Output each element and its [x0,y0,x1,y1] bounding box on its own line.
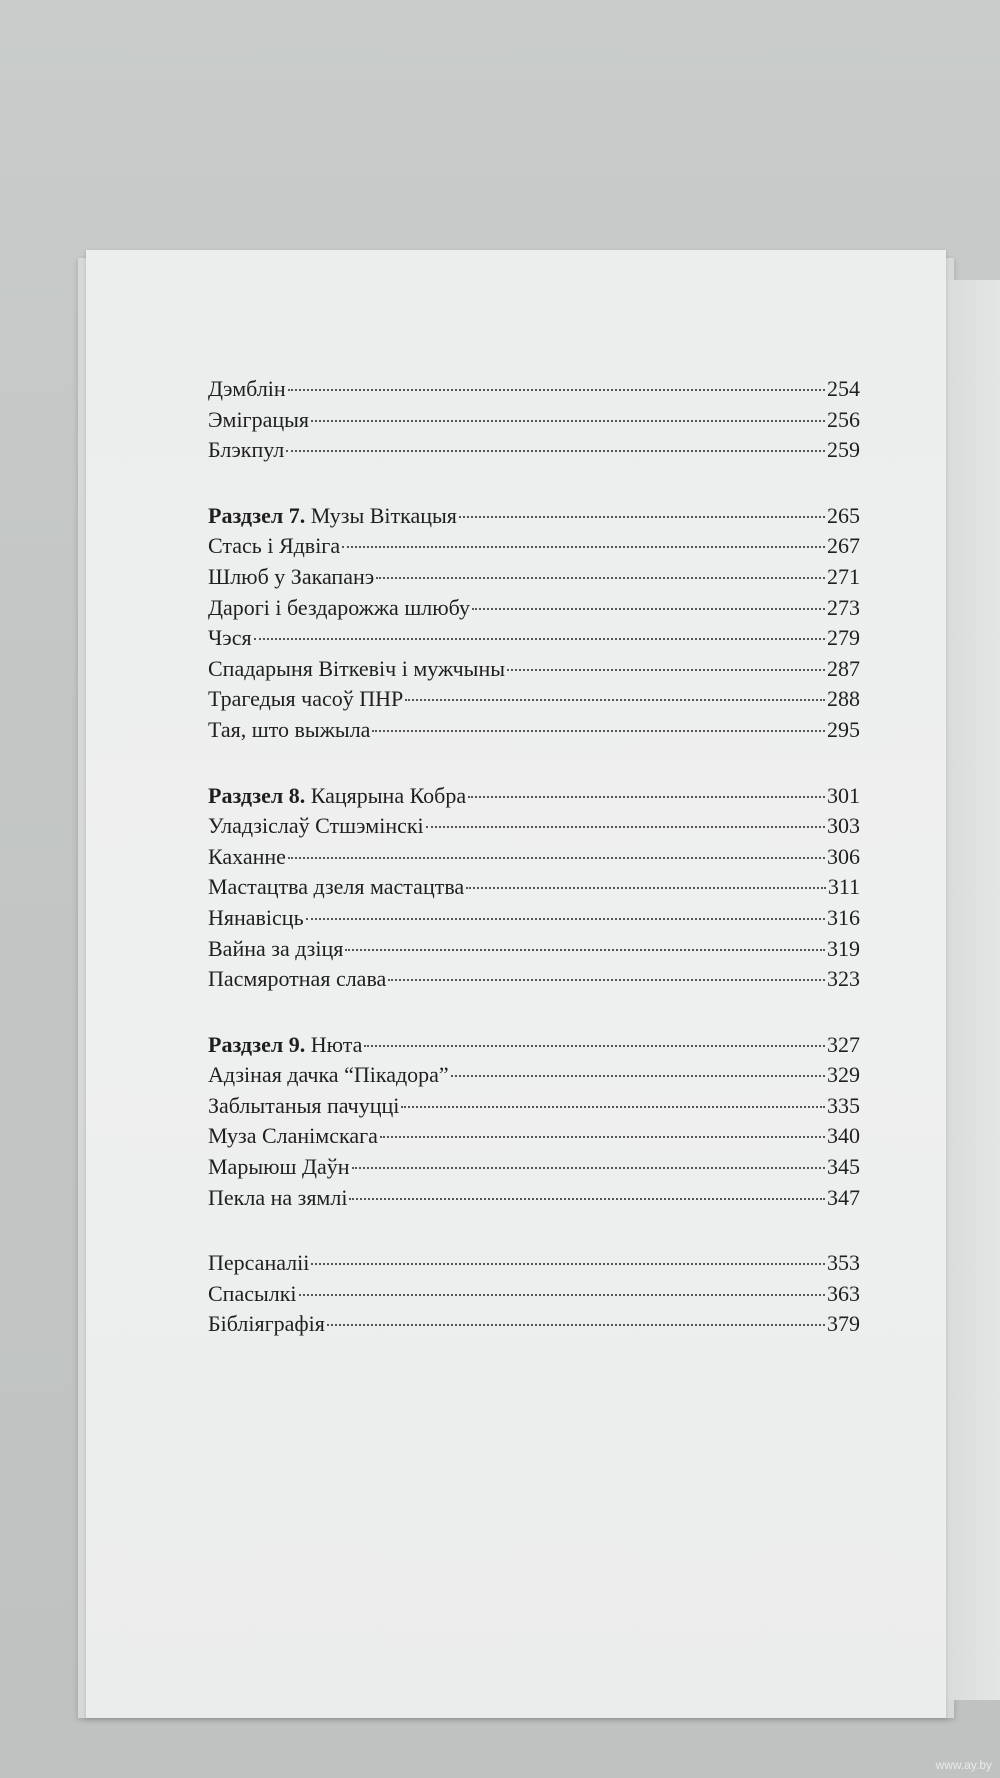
toc-entry [208,1248,860,1279]
toc-group [208,501,860,746]
toc-entry-title [208,501,457,532]
toc-page-number: 345 [827,1154,860,1180]
dot-leader [472,608,825,610]
toc-entry-text: Заблытаныя пачуцці [208,1092,400,1118]
watermark: www.ay.by [935,1758,992,1772]
toc-entry-title [208,1152,350,1183]
toc-entry [208,623,860,654]
toc-page-number: 353 [827,1250,860,1276]
toc-entry [208,934,860,965]
dot-leader [388,979,825,981]
toc-entry-text: Трагедыя часоў ПНР [208,686,404,712]
toc-page-number: 303 [827,813,860,839]
toc-entry-title [208,715,370,746]
toc-entry-text: Спасылкі [208,1280,297,1306]
toc-entry-title [208,842,286,873]
dot-leader [405,699,825,701]
toc-page-number: 288 [827,686,860,712]
toc-page-number: 323 [827,966,860,992]
toc-entry [208,1060,860,1091]
toc-entry-title [208,623,252,654]
toc-entry-text: Каханне [208,843,286,869]
toc-page-number: 327 [827,1031,860,1057]
toc-page-number: 254 [827,376,860,401]
dot-leader [342,546,825,548]
toc-entry-text: Блэкпул [208,437,285,463]
toc-entry-text: Персаналіі [208,1250,310,1276]
toc-page-number: 287 [827,655,860,681]
toc-entry-text: Муза Сланімскага [208,1123,378,1149]
toc-entry-title [208,593,470,624]
toc-page-number: 295 [827,716,860,742]
chapter-number: Раздзел 9. [208,1031,306,1057]
toc-entry [208,842,860,873]
dot-leader [311,420,825,422]
toc-entry-text: Чэся [208,625,252,651]
toc-page-number: 347 [827,1184,860,1210]
toc-entry-text: Нянавісць [208,904,304,930]
toc-entry [208,562,860,593]
toc-entry [208,684,860,715]
toc-entry-text: Стась і Ядвіга [208,533,341,559]
toc-entry-title [208,654,505,685]
toc-entry-text: Шлюб у Закапанэ [208,563,375,589]
toc-entry-text: Дэмблін [208,376,286,401]
toc-entry-text: Пасмяротная слава [208,966,387,992]
toc-entry [208,1279,860,1310]
toc-entry-title [208,1060,449,1091]
toc-entry [208,435,860,466]
dot-leader [376,577,825,579]
dot-leader [254,638,825,640]
toc-entry [208,781,860,812]
toc-entry-title [208,1248,309,1279]
toc-entry [208,1183,860,1214]
toc-page-number: 379 [827,1311,860,1337]
toc-entry [208,654,860,685]
toc-entry-text: Уладзіслаў Стшэмінскі [208,813,424,839]
toc-entry [208,593,860,624]
chapter-number: Раздзел 7. [208,502,306,528]
table-of-contents [208,374,860,1375]
toc-entry-title [208,562,374,593]
toc-group [208,1248,860,1340]
toc-entry-text: Марыюш Даўн [208,1154,350,1180]
toc-entry [208,811,860,842]
toc-entry [208,715,860,746]
dot-leader [507,669,825,671]
toc-entry [208,374,860,405]
toc-page-number: 273 [827,594,860,620]
dot-leader [306,918,825,920]
toc-entry-title [208,374,286,405]
toc-entry-title [208,1279,297,1310]
toc-page-number: 256 [827,406,860,432]
toc-entry-title [208,934,343,965]
toc-entry-text: Адзіная дачка “Пікадора” [208,1062,449,1088]
dot-leader [288,389,825,391]
dot-leader [352,1167,825,1169]
toc-entry-text: Бібліяграфія [208,1311,325,1337]
toc-entry-text: Мастацтва дзеля мастацтва [208,874,465,900]
toc-entry [208,1152,860,1183]
dot-leader [372,730,825,732]
toc-entry-text: Пекла на зямлі [208,1184,348,1210]
toc-entry [208,501,860,532]
toc-entry [208,964,860,995]
toc-entry-text: Кацярына Кобра [305,782,467,808]
toc-entry-title [208,405,309,436]
toc-entry [208,872,860,903]
toc-page-number: 363 [827,1280,860,1306]
toc-entry-title [208,1030,362,1061]
toc-entry-title [208,1183,347,1214]
toc-entry-text: Музы Віткацыя [305,502,457,528]
dot-leader [311,1263,825,1265]
toc-page-number: 259 [827,437,860,463]
dot-leader [345,949,825,951]
toc-page-number: 329 [827,1062,860,1088]
toc-entry [208,531,860,562]
toc-entry-title [208,872,464,903]
toc-entry-text: Спадарыня Віткевіч і мужчыны [208,655,506,681]
toc-entry-text: Вайна за дзіця [208,935,344,961]
dot-leader [286,450,825,452]
toc-entry [208,903,860,934]
toc-page-number: 271 [827,563,860,589]
toc-entry-text: Эміграцыя [208,406,310,432]
toc-entry [208,405,860,436]
dot-leader [466,887,826,889]
dot-leader [459,516,825,518]
dot-leader [426,826,825,828]
toc-entry [208,1030,860,1061]
toc-group [208,781,860,995]
dot-leader [451,1075,825,1077]
dot-leader [364,1045,825,1047]
toc-entry-text: Нюта [305,1031,363,1057]
toc-page-number: 319 [827,935,860,961]
toc-entry [208,1091,860,1122]
dot-leader [327,1324,825,1326]
dot-leader [288,857,825,859]
toc-page-number: 316 [827,904,860,930]
toc-entry-title [208,531,340,562]
toc-entry-title [208,781,466,812]
toc-entry-text: Дарогі і бездарожжа шлюбу [208,594,471,620]
toc-page-number: 279 [827,625,860,651]
toc-page-number: 301 [827,782,860,808]
toc-page-number: 311 [827,874,860,900]
dot-leader [401,1106,825,1108]
toc-page-number: 340 [827,1123,860,1149]
toc-entry-title [208,1309,325,1340]
dot-leader [380,1136,825,1138]
toc-page-number: 306 [827,843,860,869]
toc-page-number: 267 [827,533,860,559]
toc-entry [208,1121,860,1152]
toc-entry [208,1309,860,1340]
toc-entry-title [208,684,403,715]
toc-group [208,1030,860,1214]
dot-leader [299,1294,825,1296]
toc-group [208,374,860,466]
dot-leader [468,796,825,798]
book-page-edge [944,280,1000,1700]
toc-entry-title [208,435,284,466]
chapter-number: Раздзел 8. [208,782,306,808]
toc-entry-title [208,1091,399,1122]
toc-entry-title [208,903,304,934]
toc-entry-title [208,1121,378,1152]
toc-entry-text: Тая, што выжыла [208,716,371,742]
toc-page-number: 335 [827,1092,860,1118]
toc-entry-title [208,964,386,995]
dot-leader [349,1198,825,1200]
toc-entry-title [208,811,424,842]
toc-page-number: 265 [827,502,860,528]
